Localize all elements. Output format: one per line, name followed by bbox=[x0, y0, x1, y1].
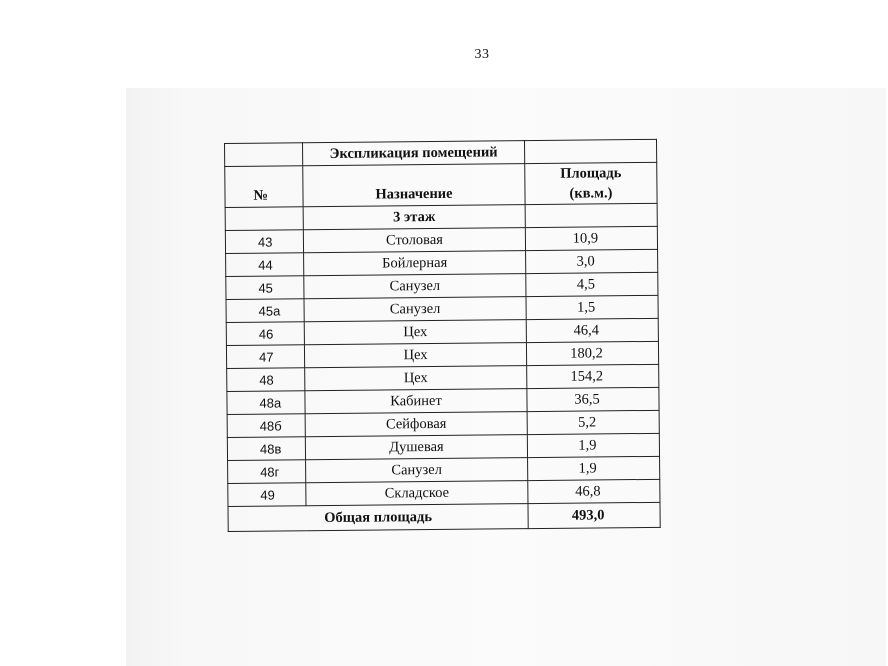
room-number: 47 bbox=[226, 345, 304, 369]
explication-table bbox=[224, 139, 661, 532]
room-purpose: Складское bbox=[306, 481, 528, 506]
column-header-number: № bbox=[225, 166, 303, 208]
room-purpose: Санузел bbox=[304, 297, 526, 322]
room-area: 4,5 bbox=[526, 272, 658, 296]
total-row bbox=[228, 502, 660, 531]
room-purpose: Цех bbox=[305, 366, 527, 391]
blank-cell bbox=[525, 203, 657, 227]
room-number: 44 bbox=[226, 253, 304, 277]
room-area: 1,9 bbox=[527, 433, 659, 457]
room-number: 45 bbox=[226, 276, 304, 300]
scan-margin bbox=[0, 0, 128, 666]
page-number: 33 bbox=[474, 47, 490, 62]
column-header-purpose: Назначение bbox=[303, 164, 525, 207]
room-number: 48в bbox=[227, 437, 305, 461]
room-purpose: Цех bbox=[304, 343, 526, 368]
floor-label: 3 этаж bbox=[303, 205, 525, 230]
room-number: 48а bbox=[227, 391, 305, 415]
total-value: 493,0 bbox=[528, 502, 660, 528]
room-number: 48г bbox=[228, 460, 306, 484]
room-purpose: Санузел bbox=[304, 274, 526, 299]
room-purpose: Сейфовая bbox=[305, 412, 527, 437]
blank-cell bbox=[225, 207, 303, 231]
room-area: 3,0 bbox=[526, 249, 658, 273]
room-purpose: Кабинет bbox=[305, 389, 527, 414]
table-title: Экспликация помещений bbox=[303, 141, 525, 166]
room-purpose: Столовая bbox=[303, 228, 525, 253]
room-area: 180,2 bbox=[526, 341, 658, 365]
column-header-area bbox=[525, 162, 657, 204]
room-area: 1,5 bbox=[526, 295, 658, 319]
total-label: Общая площадь bbox=[228, 504, 528, 532]
room-purpose: Душевая bbox=[305, 435, 527, 460]
blank-cell bbox=[225, 143, 303, 167]
room-number: 48 bbox=[227, 368, 305, 392]
room-area: 36,5 bbox=[527, 387, 659, 411]
room-number: 43 bbox=[225, 230, 303, 254]
room-purpose: Санузел bbox=[306, 458, 528, 483]
room-area: 10,9 bbox=[525, 226, 657, 250]
blank-cell bbox=[524, 139, 656, 163]
table-header-row bbox=[225, 162, 657, 207]
room-purpose: Цех bbox=[304, 320, 526, 345]
area-header-line2: (кв.м.) bbox=[569, 185, 613, 202]
room-area: 154,2 bbox=[527, 364, 659, 388]
room-number: 45а bbox=[226, 299, 304, 323]
room-area: 5,2 bbox=[527, 410, 659, 434]
room-number: 46 bbox=[226, 322, 304, 346]
area-header-line1: Площадь bbox=[560, 165, 622, 182]
room-area: 1,9 bbox=[528, 456, 660, 480]
room-number: 48б bbox=[227, 414, 305, 438]
room-area: 46,8 bbox=[528, 479, 660, 503]
room-purpose: Бойлерная bbox=[304, 251, 526, 276]
room-number: 49 bbox=[228, 483, 306, 507]
room-area: 46,4 bbox=[526, 318, 658, 342]
